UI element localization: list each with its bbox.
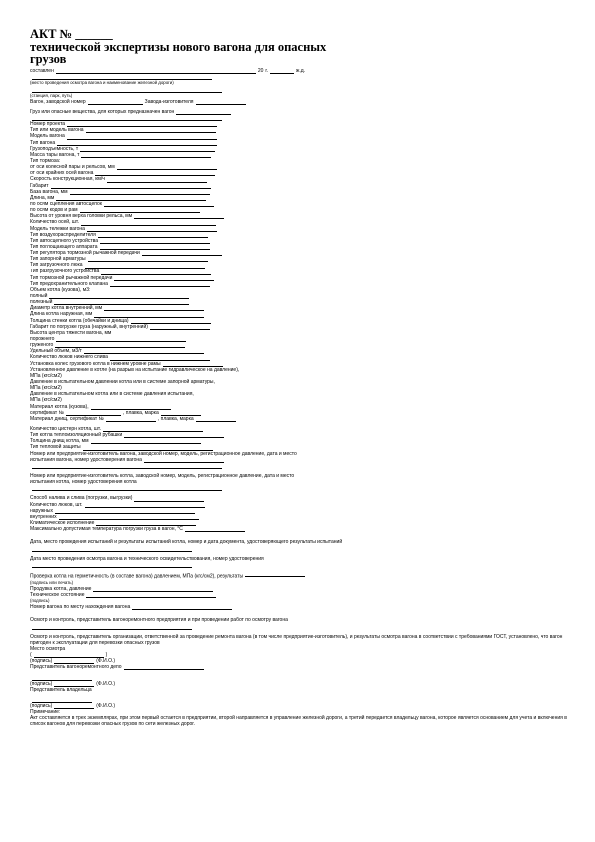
form-label: (подпись или печать) [30,579,74,585]
form-label: по осям сцепления автосцепок [30,200,102,207]
form-label: Груз или опасные вещества, для которых предназначен вагон [30,108,175,115]
form-label: по осям кодов и рам [30,207,78,214]
form-label: Материал котла (кузова), [30,403,89,410]
form-label: Номер проекта [30,121,66,128]
form-label: Высота от уровня верха головки рельса, мм [30,213,133,220]
form-label: Способ налива и слива (погрузки, выгрузки) [30,495,133,502]
fill-in-field[interactable] [150,324,210,330]
fill-in-field[interactable] [95,171,215,177]
act-title: АКТ № ______ [30,27,113,41]
fill-in-field[interactable] [196,99,246,105]
document-page [30,28,570,728]
form-label: Тип загрузочного люка [30,262,83,269]
fill-in-field[interactable] [185,527,245,533]
fill-in-field[interactable] [124,433,224,439]
fill-in-field[interactable] [49,294,189,300]
form-label: Объем котла (кузова), м3: [30,286,91,293]
fill-in-field[interactable] [56,69,256,75]
form-label: Длина котла наружная, мм [30,311,93,318]
fill-in-field[interactable] [85,263,205,269]
fill-in-field[interactable] [32,624,192,630]
form-label: Габарит [30,182,49,189]
fill-in-field[interactable] [100,238,210,244]
fill-in-field[interactable] [98,232,208,238]
form-label: (подпись) [30,680,53,687]
fill-in-field[interactable] [88,257,208,263]
fill-in-field[interactable] [55,508,195,514]
form-label: Тип воздухораспределителя [30,231,96,238]
fill-in-field[interactable] [56,337,186,343]
form-line [30,634,570,646]
form-label: Диаметр котла внутренний, мм [30,305,103,312]
form-label: Номер вагона по месту нахождения вагона [30,604,131,611]
form-label: Количество осей, шт. [30,219,80,226]
fill-in-field[interactable] [245,572,305,578]
fill-in-field[interactable] [107,177,207,183]
form-label-extra: 20 [257,68,264,74]
form-label: МПа (кгс/см2) [30,372,62,379]
form-label: Количество люков нижнего слива [30,354,108,361]
fill-in-field[interactable] [142,251,222,257]
form-label: Тип вагона [30,139,56,146]
form-label: Осмотр и контроль, представитель организации, ответственной за проведение ремонта вагона (в том числе предприятие-изготовитель), и результаты осмотра вагона в соответствии с требованиями ГОСТ, установлено, что вагон пригоден к эксплуатации для перевозки опасных грузов [30,633,563,646]
form-label: груженого [30,342,54,349]
form-label: Акт составляется в трех экземплярах, при этом первый остается в предприятии, второй направляется в управление железной дороги, а третий передается владельцу вагона, которое является основанием для учета и включения в список вагонов для перевозки опасных грузов по сети железных дорог. [30,715,567,728]
form-label: Представитель владельца [30,686,92,693]
form-label: полный [30,293,48,300]
fill-in-field[interactable] [176,109,231,115]
fill-in-field[interactable] [70,189,210,195]
form-line [30,715,570,727]
form-label-secondary: , плавка, марка [157,415,194,422]
fill-in-field[interactable] [51,183,211,189]
form-label: Установка колес грузового котла в нижнем уровне рамы [30,360,161,367]
form-label: Тип тепловой защиты [30,444,81,451]
fill-in-field[interactable] [134,496,204,502]
fill-in-field[interactable] [270,69,294,75]
form-label: Тип автосцепного устройства [30,237,99,244]
form-label: Высота центра тяжести вагона, мм [30,329,112,336]
form-label: Масса тары вагона, т [30,151,80,158]
form-label: ( [30,652,32,659]
fill-in-field[interactable] [196,416,236,422]
form-label: порожнего [30,336,55,343]
form-label: Установленное давление в котле (на разрыв на испытание гидравлическое на давление), [30,366,240,373]
form-label-secondary: (Ф.И.О.) [96,680,116,687]
form-label: Удельный объем, м3/т [30,348,82,355]
form-label: Тип тормозной рычажной передачи [30,274,113,281]
form-label: Материал днищ, сертификат № [30,415,104,422]
form-label: Тип запорной арматуры [30,256,86,263]
form-label: (подпись) [30,598,50,604]
form-label: Грузоподъемность, т [30,145,79,152]
form-label: Габарит по погрузке груза (наружный, внутренний) [30,323,148,330]
spacer [30,610,570,617]
form-label: Примечание: [30,709,61,716]
form-label: База вагона, мм [30,188,68,195]
form-label: Номер или предприятие-изготовитель котла, заводской номер, модель, регистрационное давление, дата и место [30,473,295,479]
form-label: Тип или модель вагона [30,127,84,134]
form-label: Тип разгрузочного устройства [30,268,100,275]
form-label: Место осмотра [30,645,66,652]
act-subtitle-line1: технической экспертизы нового вагона для опасных [30,40,327,54]
form-label: Толщина днищ котла, мм [30,438,89,445]
form-label-secondary: (Ф.И.О.) [96,703,116,710]
fill-in-field[interactable] [57,140,217,146]
fill-in-field[interactable] [67,134,217,140]
form-label: наружных [30,507,54,514]
form-label: (станция, парк, путь) [30,92,73,98]
act-subtitle-line2: грузов [30,52,67,66]
form-label: Осмотр и контроль, представитель вагоноремонтного предприятия и при проведении работ по осмотру вагона [30,617,288,624]
form-label: Техническое состояние [30,591,85,598]
fill-in-field[interactable] [124,665,204,671]
form-label: от оси колесной пары и рельсов, мм [30,164,115,171]
fill-in-field[interactable] [114,275,214,281]
fill-in-field[interactable] [93,586,213,592]
form-label: Тип тормоза: [30,157,61,164]
form-label: Количество люков, шт. [30,501,83,508]
fill-in-field[interactable] [104,202,214,208]
fill-in-field[interactable] [67,122,217,128]
form-label: от оси крайних осей вагона [30,170,94,177]
form-label: Модель вагона [30,133,65,140]
form-label: Толщина стенки котла (обечайки и днища) [30,317,129,324]
fill-in-field[interactable] [80,146,215,152]
fill-in-field[interactable] [87,226,217,232]
fill-in-field[interactable] [134,214,224,220]
form-label: Модель тележки вагона [30,225,85,232]
fill-in-field[interactable] [86,128,216,134]
form-label: Представитель вагоноремонтного депо [30,664,122,671]
fill-in-field[interactable] [88,99,143,105]
fill-in-field[interactable] [106,416,156,422]
fill-in-field[interactable] [144,457,224,463]
fill-in-field[interactable] [81,220,216,226]
fill-in-field[interactable] [91,439,201,445]
fill-in-field[interactable] [86,592,216,598]
form-line [30,572,570,580]
form-body [30,68,570,728]
form-label-secondary: (Ф.И.О.) [96,658,116,665]
form-label: испытания вагона, номер удостоверения вагона [30,456,142,463]
form-label: Максимально допустимая температура погрузки груза в вагон, °С [30,526,183,533]
form-label: Проверка котла на герметичность (в составе вагона) давлением, МПа (кгс/см2), результаты [30,573,244,580]
form-label: МПа (кгс/см2) [30,385,62,392]
form-label: составлен [30,68,54,74]
form-label: полезный [30,299,53,306]
form-label: Тип регулятора тормозной рычажной передачи [30,250,140,257]
form-label: Продувка котла, давление [30,585,92,592]
form-label: Тип предохранительного клапана [30,280,108,287]
form-label: Номер или предприятие-изготовитель вагона, заводской номер, модель, регистрационное давление, дата и место [30,450,297,457]
form-label-suffix: ж.д. [296,68,306,74]
form-label: сертификат № [30,409,64,416]
fill-in-field[interactable] [104,306,204,312]
form-label: Тип поглощающего аппарата [30,243,98,250]
form-label: Давление в испытательном давлении котла или в системе запорной арматуры, [30,379,215,386]
form-label: внутренних [30,513,57,520]
form-label: (подпись) [30,658,53,665]
form-label: Давление в испытательном котла или в системе давления испытания, [30,391,194,398]
fill-in-field[interactable] [85,502,205,508]
spacer [30,532,570,539]
form-label: Тип котла теплоизоляционный рубашки [30,432,123,439]
form-label: (место проведения осмотра вагона и наименование железной дороги) [30,80,174,86]
fill-in-field[interactable] [32,463,222,469]
fill-in-field[interactable] [81,152,211,158]
fill-in-field[interactable] [132,605,232,611]
fill-in-field[interactable] [117,165,217,171]
fill-in-field[interactable] [32,562,192,568]
fill-in-field[interactable] [32,546,192,552]
form-label: Количество цистерн котла, шт. [30,426,102,432]
form-label: (подпись) [30,703,53,710]
form-label: испытания котла, номер удостоверения котла [30,479,137,486]
form-label: Дата, место проведения испытаний и результаты испытаний котла, номер и дата документа, удостоверяющего результаты испытаний [30,539,343,546]
fill-in-field[interactable] [101,269,211,275]
form-label-secondary: Завода-изготовителя [144,98,194,105]
form-label-secondary: ) [105,652,108,659]
form-label: Длина, мм [30,194,55,201]
form-label: Скорость конструкционная, км/ч [30,176,105,183]
fill-in-field[interactable] [110,281,210,287]
form-label: МПа (кгс/см2) [30,397,62,404]
form-label: Климатическое исполнение [30,519,95,526]
form-label-secondary: , плавка, марка [122,409,159,416]
form-label-secondary: г. [265,68,269,74]
form-label: Вагон, заводской номер [30,98,86,105]
fill-in-field[interactable] [32,486,222,492]
form-label: Дата место проведения осмотра вагона и технического освидетельствования, номер удостоверения [30,555,264,562]
